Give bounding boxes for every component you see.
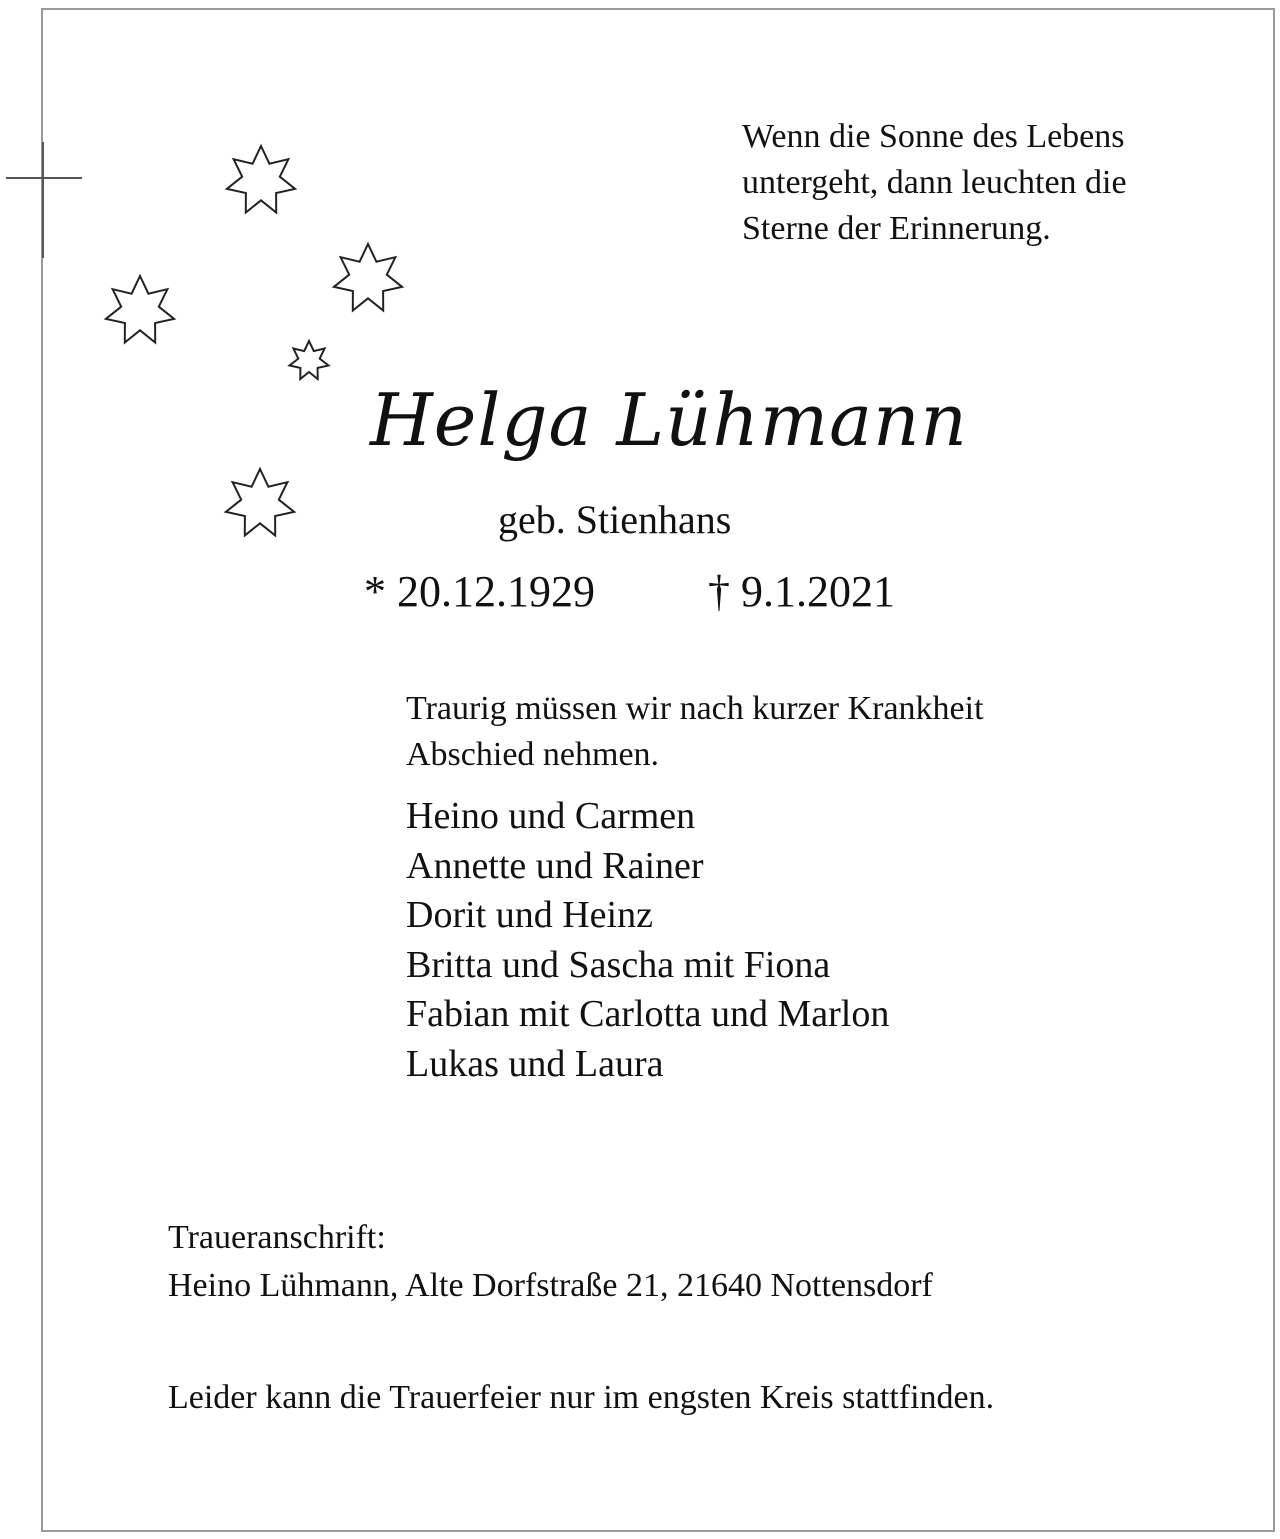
- quote-line: Sterne der Erinnerung.: [742, 210, 1051, 247]
- sorrow-line: Abschied nehmen.: [406, 736, 660, 773]
- address-label: Traueranschrift:: [168, 1219, 386, 1256]
- address-line: Heino Lühmann, Alte Dorfstraße 21, 21640 Nottensdorf: [168, 1267, 933, 1304]
- family-member: Fabian mit Carlotta und Marlon: [406, 993, 890, 1035]
- family-member: Britta und Sascha mit Fiona: [406, 943, 831, 986]
- memorial-quote: [742, 114, 1242, 252]
- sorrow-text: [406, 686, 984, 778]
- quote-line: untergeht, dann leuchten die: [742, 164, 1127, 201]
- star-icon: [226, 469, 294, 536]
- star-icon: [227, 146, 295, 213]
- deceased-name: Helga Lühmann: [370, 378, 968, 462]
- mourning-address: [168, 1214, 933, 1310]
- maiden-name: geb. Stienhans: [498, 497, 732, 542]
- family-member: Lukas und Laura: [406, 1042, 664, 1085]
- quote-line: Wenn die Sonne des Lebens: [742, 118, 1125, 155]
- family-member: Dorit und Heinz: [406, 894, 653, 936]
- star-decoration: [0, 0, 460, 560]
- family-member: Annette und Rainer: [406, 844, 704, 887]
- family-list: [406, 792, 889, 1089]
- star-icon: [334, 244, 402, 311]
- star-icon: [106, 276, 174, 343]
- sorrow-line: Traurig müssen wir nach kurzer Krankheit: [406, 690, 984, 727]
- star-icon: [290, 341, 329, 379]
- ceremony-notice: Leider kann die Trauerfeier nur im engsten Kreis stattfinden.: [168, 1379, 995, 1416]
- family-member: Heino und Carmen: [406, 795, 696, 837]
- birth-date: * 20.12.1929: [364, 567, 595, 616]
- death-date: † 9.1.2021: [708, 567, 895, 616]
